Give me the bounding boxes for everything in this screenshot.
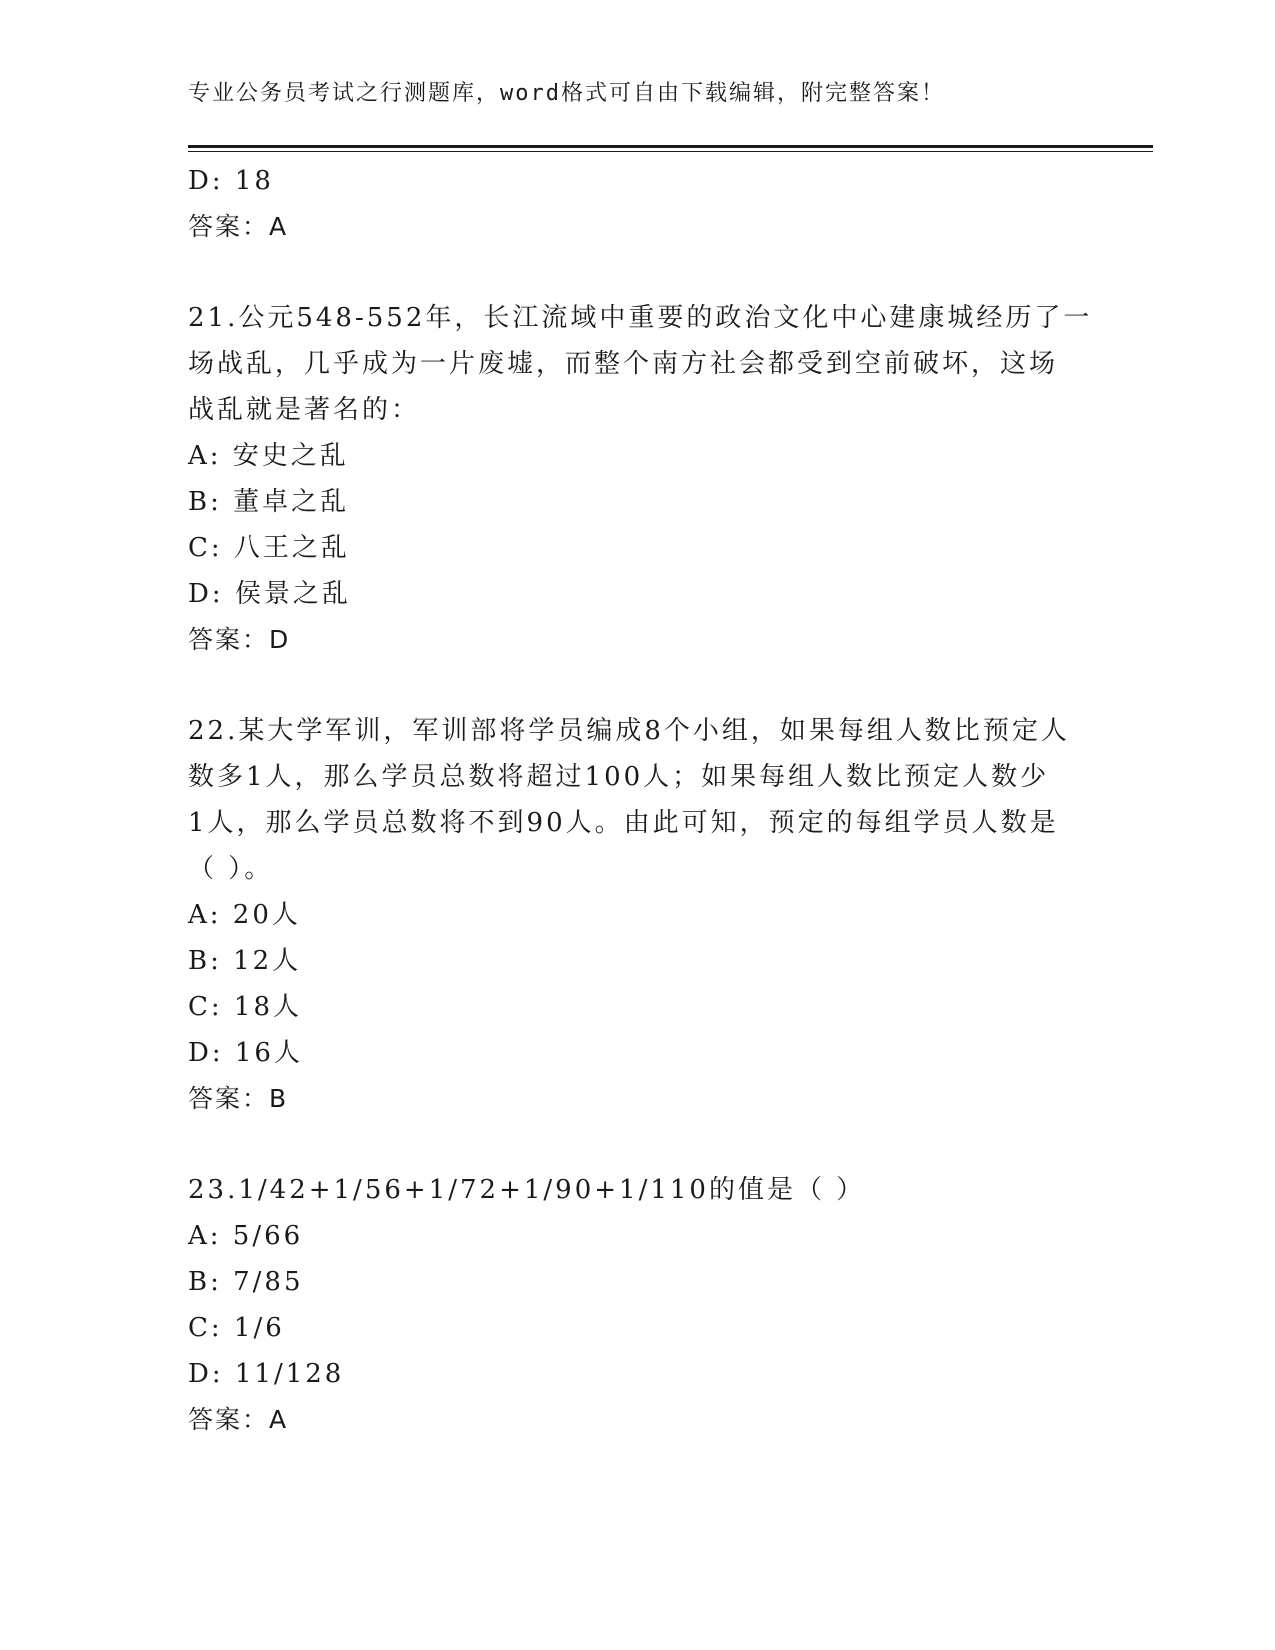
question-stem-line: 场战乱，几乎成为一片废墟，而整个南方社会都受到空前破坏，这场 — [188, 349, 1059, 379]
option-b: B: 12人 — [188, 946, 302, 976]
question-stem-line: 23.1/42+1/56+1/72+1/90+1/110的值是（ ） — [188, 1175, 866, 1205]
answer-line: 答案：B — [188, 1084, 289, 1113]
option-d: D: 11/128 — [188, 1359, 345, 1389]
option-c: C: 1/6 — [188, 1313, 285, 1343]
answer-line: 答案：D — [188, 625, 291, 654]
spacer — [188, 250, 1078, 295]
option-d: D: 18 — [188, 166, 274, 196]
spacer — [188, 1122, 1078, 1167]
header-rule-thin — [188, 151, 1153, 152]
question-23 — [188, 1167, 1078, 1443]
question-stem-line: 战乱就是著名的： — [188, 395, 421, 425]
option-c: C: 八王之乱 — [188, 533, 350, 563]
option-a: A: 5/66 — [188, 1221, 304, 1251]
option-c: C: 18人 — [188, 992, 303, 1022]
option-a: A: 20人 — [188, 900, 301, 930]
question-stem-line: 1人，那么学员总数将不到90人。由此可知，预定的每组学员人数是 — [188, 808, 1059, 838]
header-rule — [188, 145, 1153, 148]
option-d: D: 16人 — [188, 1038, 303, 1068]
option-b: B: 董卓之乱 — [188, 487, 350, 517]
page-header: 专业公务员考试之行测题库，word格式可自由下载编辑，附完整答案！ — [188, 81, 945, 106]
answer-line: 答案：A — [188, 1405, 289, 1434]
question-stem-line: （ ）。 — [188, 854, 274, 884]
question-22 — [188, 708, 1078, 1122]
question-stem-line: 21.公元548-552年，长江流域中重要的政治文化中心建康城经历了一 — [188, 303, 1093, 333]
question-stem-line: 数多1人，那么学员总数将超过100人；如果每组人数比预定人数少 — [188, 762, 1050, 792]
question-stem-line: 22.某大学军训，军训部将学员编成8个小组，如果每组人数比预定人 — [188, 716, 1070, 746]
option-b: B: 7/85 — [188, 1267, 304, 1297]
answer-line: 答案：A — [188, 212, 289, 241]
spacer — [188, 663, 1078, 708]
question-content — [188, 158, 1093, 1443]
option-d: D: 侯景之乱 — [188, 579, 351, 609]
question-21 — [188, 295, 1093, 663]
option-a: A: 安史之乱 — [188, 441, 349, 471]
